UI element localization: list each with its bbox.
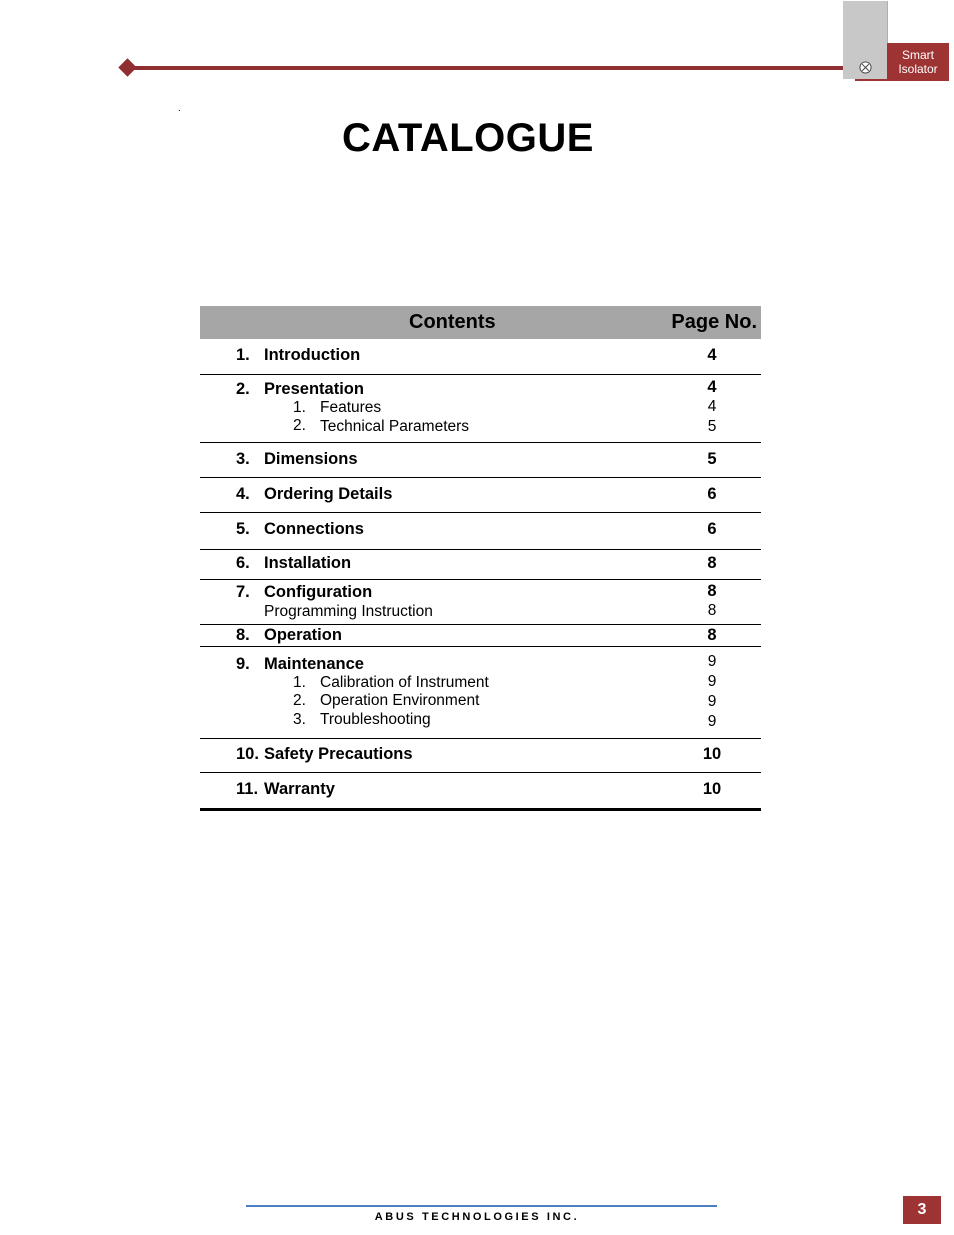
footer-rule — [246, 1205, 717, 1207]
toc-item-page: 10 — [702, 780, 722, 798]
toc-item-label: Presentation — [264, 380, 364, 398]
toc-row-introduction[interactable] — [200, 339, 761, 375]
toc-item-number: 2. — [236, 380, 250, 398]
toc-item-number: 6. — [236, 554, 250, 572]
toc-subitem-label: Technical Parameters — [320, 418, 470, 435]
toc-row-ordering-details[interactable] — [200, 478, 761, 513]
header-diamond-ornament — [118, 58, 136, 76]
toc-subitem-page: 8 — [707, 602, 717, 619]
toc-item-number: 3. — [236, 450, 250, 468]
toc-item-label: Introduction — [264, 346, 361, 364]
toc-item-number: 8. — [236, 626, 250, 644]
toc-subitem-number: 1. — [293, 674, 306, 691]
toc-subitem-label: Features — [320, 399, 382, 416]
toc-item-page: 8 — [707, 582, 717, 600]
toc-item-number: 9. — [236, 655, 250, 673]
toc-subitem-number: 2. — [293, 417, 306, 434]
toc-item-label: Ordering Details — [264, 485, 393, 503]
toc-item-number: 4. — [236, 485, 250, 503]
toc-item-page: 6 — [707, 485, 717, 503]
toc-row-safety-precautions[interactable] — [200, 739, 761, 773]
toc-row-dimensions[interactable] — [200, 443, 761, 478]
toc-item-label: Maintenance — [264, 655, 364, 673]
toc-row-installation[interactable] — [200, 550, 761, 580]
toc-subitem-label: Troubleshooting — [320, 711, 431, 728]
toc-subitem-label: Calibration of Instrument — [320, 674, 489, 691]
toc-item-page: 10 — [702, 745, 722, 763]
contents-header-label: Contents — [409, 311, 496, 333]
toc-row-configuration[interactable] — [200, 580, 761, 625]
toc-subitem-label: Programming Instruction — [264, 603, 433, 620]
toc-item-number: 7. — [236, 583, 250, 601]
page-number-badge: 3 — [903, 1196, 941, 1224]
toc-item-label: Configuration — [264, 583, 373, 601]
toc-item-page: 5 — [707, 450, 717, 468]
toc-subitem-label: Operation Environment — [320, 692, 480, 709]
toc-subitem-number: 2. — [293, 692, 306, 709]
toc-item-page: 4 — [707, 378, 717, 396]
toc-item-label: Installation — [264, 554, 352, 572]
toc-item-number: 5. — [236, 520, 250, 538]
toc-subitem-number: 1. — [293, 399, 306, 416]
toc-item-number: 11. — [236, 780, 259, 798]
toc-subitem-page: 9 — [707, 673, 717, 690]
contents-table-header — [200, 306, 761, 339]
page-no-header-label: Page No. — [671, 311, 757, 333]
toc-item-page: 4 — [707, 346, 717, 364]
toc-subitem-page: 9 — [707, 693, 717, 710]
stray-dot: . — [178, 103, 181, 114]
contents-table — [200, 306, 761, 811]
toc-row-presentation[interactable] — [200, 375, 761, 443]
toc-subitem-page: 9 — [707, 713, 717, 730]
toc-item-page: 8 — [707, 554, 717, 572]
toc-item-page: 6 — [707, 520, 717, 538]
toc-item-label: Safety Precautions — [264, 745, 413, 763]
toc-item-page: 9 — [707, 653, 717, 670]
toc-row-connections[interactable] — [200, 513, 761, 550]
toc-item-label: Connections — [264, 520, 364, 538]
toc-subitem-page: 5 — [707, 418, 717, 435]
toc-item-number: 1. — [236, 346, 250, 364]
product-tab-line2: Isolator — [898, 62, 938, 76]
product-tab-line1: Smart — [901, 48, 934, 62]
page-title: CATALOGUE — [342, 116, 594, 160]
toc-item-number: 10. — [236, 745, 259, 763]
toc-row-warranty[interactable] — [200, 773, 761, 811]
toc-item-label: Warranty — [264, 780, 335, 798]
header-rule — [128, 66, 846, 70]
toc-item-label: Dimensions — [264, 450, 358, 468]
toc-row-operation[interactable] — [200, 625, 761, 647]
circle-x-icon — [859, 61, 872, 74]
product-tab — [887, 43, 949, 81]
footer-company: ABUS TECHNOLOGIES INC. — [374, 1211, 580, 1223]
toc-subitem-number: 3. — [293, 711, 306, 728]
toc-item-page: 8 — [707, 626, 717, 644]
toc-item-label: Operation — [264, 626, 342, 644]
product-tab-underline — [855, 79, 949, 81]
toc-row-maintenance[interactable] — [200, 647, 761, 739]
toc-subitem-page: 4 — [707, 398, 717, 415]
